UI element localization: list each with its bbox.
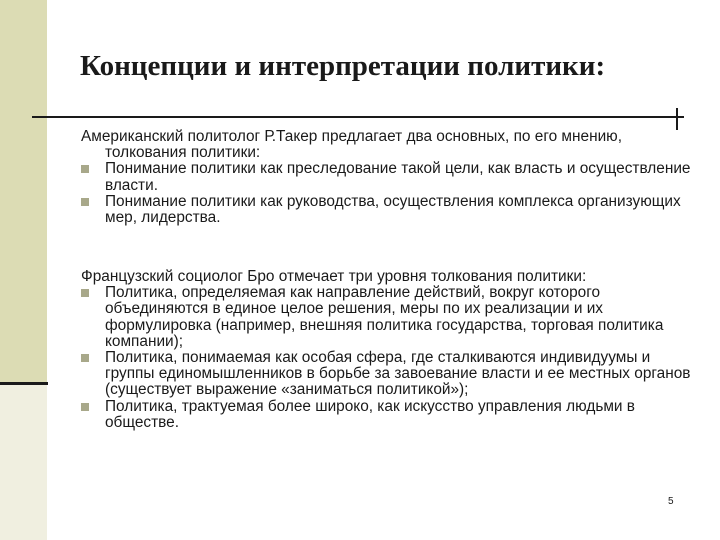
- page-number: 5: [668, 496, 674, 507]
- list-item-text: Политика, понимаемая как особая сфера, где сталкиваются индивидуумы и группы единомышленников в борьбе за завоевание власти и ее местных органов (существует выражение «заниматься политикой»);: [105, 349, 691, 399]
- bro-intro: Французский социолог Бро отмечает три уровня толкования политики:: [81, 268, 587, 285]
- tucker-list: [81, 161, 701, 226]
- square-bullet-icon: [81, 198, 89, 206]
- slide-title: Концепции и интерпретации политики:: [80, 50, 606, 82]
- square-bullet-icon: [81, 165, 89, 173]
- list-item-text: Политика, трактуемая более широко, как искусство управления людьми в обществе.: [105, 397, 635, 431]
- square-bullet-icon: [81, 289, 89, 297]
- tucker-block: [81, 129, 701, 226]
- square-bullet-icon: [81, 403, 89, 411]
- bro-list: [81, 285, 701, 431]
- title-divider: [32, 116, 684, 118]
- list-item: [81, 161, 701, 193]
- tucker-intro: Американский политолог Р.Такер предлагает два основных, по его мнению, толкования политики:: [81, 128, 622, 162]
- list-item: [81, 350, 701, 399]
- side-band-divider: [0, 382, 48, 385]
- list-item: [81, 399, 701, 431]
- list-item: [81, 285, 701, 350]
- bro-block: [81, 269, 701, 431]
- square-bullet-icon: [81, 354, 89, 362]
- corner-divider: [676, 108, 678, 130]
- list-item: [81, 194, 701, 226]
- list-item-text: Понимание политики как руководства, осуществления комплекса организующих мер, лидерства.: [105, 192, 681, 227]
- list-item-text: Политика, определяемая как направление действий, вокруг которого объединяются в единое целое решения, меры по их реализации и их формулировка (например, внешняя политика государства, торговая политика компании);: [105, 284, 664, 350]
- list-item-text: Понимание политики как преследование такой цели, как власть и осуществление власти.: [105, 160, 691, 194]
- side-band-dark: [0, 0, 47, 384]
